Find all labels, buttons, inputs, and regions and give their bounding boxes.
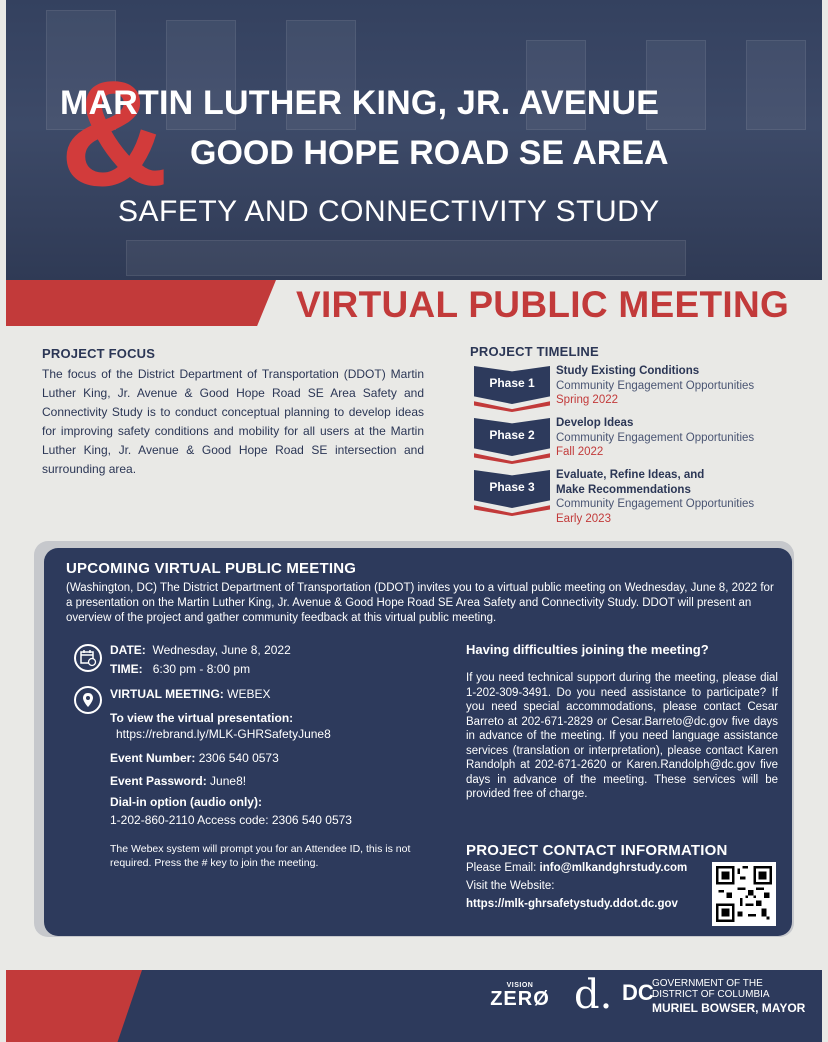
dialin-label: Dial-in option (audio only): xyxy=(110,795,262,809)
help-section xyxy=(466,642,778,802)
meeting-date-row xyxy=(110,642,291,658)
email-link[interactable]: info@mlkandghrstudy.com xyxy=(539,862,688,874)
phase-date: Spring 2022 xyxy=(556,394,619,406)
webex-note: The Webex system will prompt you for an Attendee ID, this is not required. Press the # key to join the meeting. xyxy=(110,843,411,869)
project-timeline xyxy=(470,344,800,525)
meeting-title: UPCOMING VIRTUAL PUBLIC MEETING xyxy=(66,560,357,577)
timeline-phase-2 xyxy=(470,416,800,466)
website-link[interactable]: https://mlk-ghrsafetystudy.ddot.dc.gov xyxy=(466,898,678,910)
timeline-phase-3 xyxy=(470,468,800,525)
phase-label: Phase 1 xyxy=(489,376,535,390)
gov-line2: DISTRICT OF COLUMBIA xyxy=(652,989,770,1000)
project-focus-body: The focus of the District Department of Transportation (DDOT) Martin Luther King, Jr. Avenue & Good Hope Road SE Area Safety and Connectivity Study is to conduct conceptual planning to develop ideas for improving safety conditions and mobility for all users at the Martin Luther King, Jr. Avenue & Good Hope Road SE intersection and surrounding area. xyxy=(42,367,424,476)
gov-line1: GOVERNMENT OF THE xyxy=(652,978,763,989)
calendar-clock-icon xyxy=(74,644,102,672)
gov-mayor: MURIEL BOWSER, MAYOR xyxy=(652,1001,806,1015)
website-label: Visit the Website: xyxy=(466,880,555,892)
dc-government-logo xyxy=(622,978,805,1015)
hero-title-line1: MARTIN LUTHER KING, JR. AVENUE xyxy=(60,84,660,122)
phase-chevron xyxy=(474,470,550,516)
banner-title: VIRTUAL PUBLIC MEETING xyxy=(296,284,790,325)
hero-title-line2: GOOD HOPE ROAD SE AREA xyxy=(190,134,669,172)
phase-subtitle: Community Engagement Opportunities xyxy=(556,379,755,392)
virtual-meeting-row xyxy=(110,686,270,702)
virtual-label: VIRTUAL MEETING: xyxy=(110,687,224,701)
event-number-value: 2306 540 0573 xyxy=(198,751,279,765)
project-focus-heading: PROJECT FOCUS xyxy=(42,346,156,361)
event-password-label: Event Password: xyxy=(110,774,207,788)
phase-title: Study Existing Conditions xyxy=(556,365,700,377)
time-label: TIME: xyxy=(110,662,143,676)
dc-mark: DC xyxy=(622,980,654,1005)
time-value: 6:30 pm - 8:00 pm xyxy=(152,662,251,676)
event-password-row xyxy=(110,773,246,789)
location-pin-icon xyxy=(74,686,102,714)
phase-chevron xyxy=(474,366,550,412)
event-number-row xyxy=(110,750,279,766)
phase-date: Early 2023 xyxy=(556,512,611,525)
virtual-value: WEBEX xyxy=(227,687,271,701)
phase-label: Phase 2 xyxy=(489,428,535,442)
project-timeline-heading: PROJECT TIMELINE xyxy=(470,344,599,359)
email-label: Please Email: xyxy=(466,862,537,874)
vision-zero-top: VISION xyxy=(506,982,534,989)
storefront xyxy=(126,240,686,276)
project-focus xyxy=(42,346,424,479)
phase-subtitle: Community Engagement Opportunities xyxy=(556,498,755,510)
meeting-time-row xyxy=(110,661,250,677)
building-window xyxy=(746,40,806,130)
meeting-intro: (Washington, DC) The District Department of Transportation (DDOT) invites you to a virtual public meeting on Wednesday, June 8, 2022 for a presentation on the Martin Luther King, Jr. Avenue & Good Hope Road SE Area Safety and Connectivity Study. DDOT will present an overview of the project and gather community feedback at this virtual public meeting. xyxy=(66,582,774,624)
view-presentation-label: To view the virtual presentation: xyxy=(110,711,294,725)
dialin-value: 1-202-860-2110 Access code: 2306 540 0573 xyxy=(110,813,352,827)
meeting-card xyxy=(44,548,792,936)
vision-zero-main: ZERØ xyxy=(490,988,550,1010)
contact-title: PROJECT CONTACT INFORMATION xyxy=(466,842,728,859)
phase-subtitle: Community Engagement Opportunities xyxy=(556,431,755,444)
qr-code[interactable] xyxy=(712,862,776,926)
help-title: Having difficulties joining the meeting? xyxy=(466,642,709,657)
date-label: DATE: xyxy=(110,643,146,657)
phase-chevron xyxy=(474,418,550,464)
phase-date: Fall 2022 xyxy=(556,446,604,458)
presentation-link[interactable]: https://rebrand.ly/MLK-GHRSafetyJune8 xyxy=(116,727,331,741)
hero-ampersand: & xyxy=(60,49,169,217)
banner-red-stripe xyxy=(6,280,276,326)
phase-title: Evaluate, Refine Ideas, and Make Recommendations xyxy=(556,469,705,496)
date-value: Wednesday, June 8, 2022 xyxy=(152,643,291,657)
hero-subtitle: SAFETY AND CONNECTIVITY STUDY xyxy=(118,195,660,228)
timeline-phase-1 xyxy=(470,364,800,414)
event-password-value: June8! xyxy=(210,774,247,788)
vision-zero-logo xyxy=(490,982,550,1022)
event-number-label: Event Number: xyxy=(110,751,196,765)
ddot-logo: d. xyxy=(574,972,613,1018)
phase-label: Phase 3 xyxy=(489,480,535,494)
phase-title: Develop Ideas xyxy=(556,417,634,429)
help-body: If you need technical support during the meeting, please dial 1-202-309-3491. Do you need assistance to participate? If you need special accommodations, please contact Cesar Barreto at 202-671-2829 or Cesar.Barreto@dc.gov five days in advance of the meeting. If you need language assistance services (translation or interpretation), please contact Karen Randolph at 202-671-2620 or Karen.Randolph@dc.gov five days in advance of the meeting. These services will be provided free of charge. xyxy=(466,672,778,800)
